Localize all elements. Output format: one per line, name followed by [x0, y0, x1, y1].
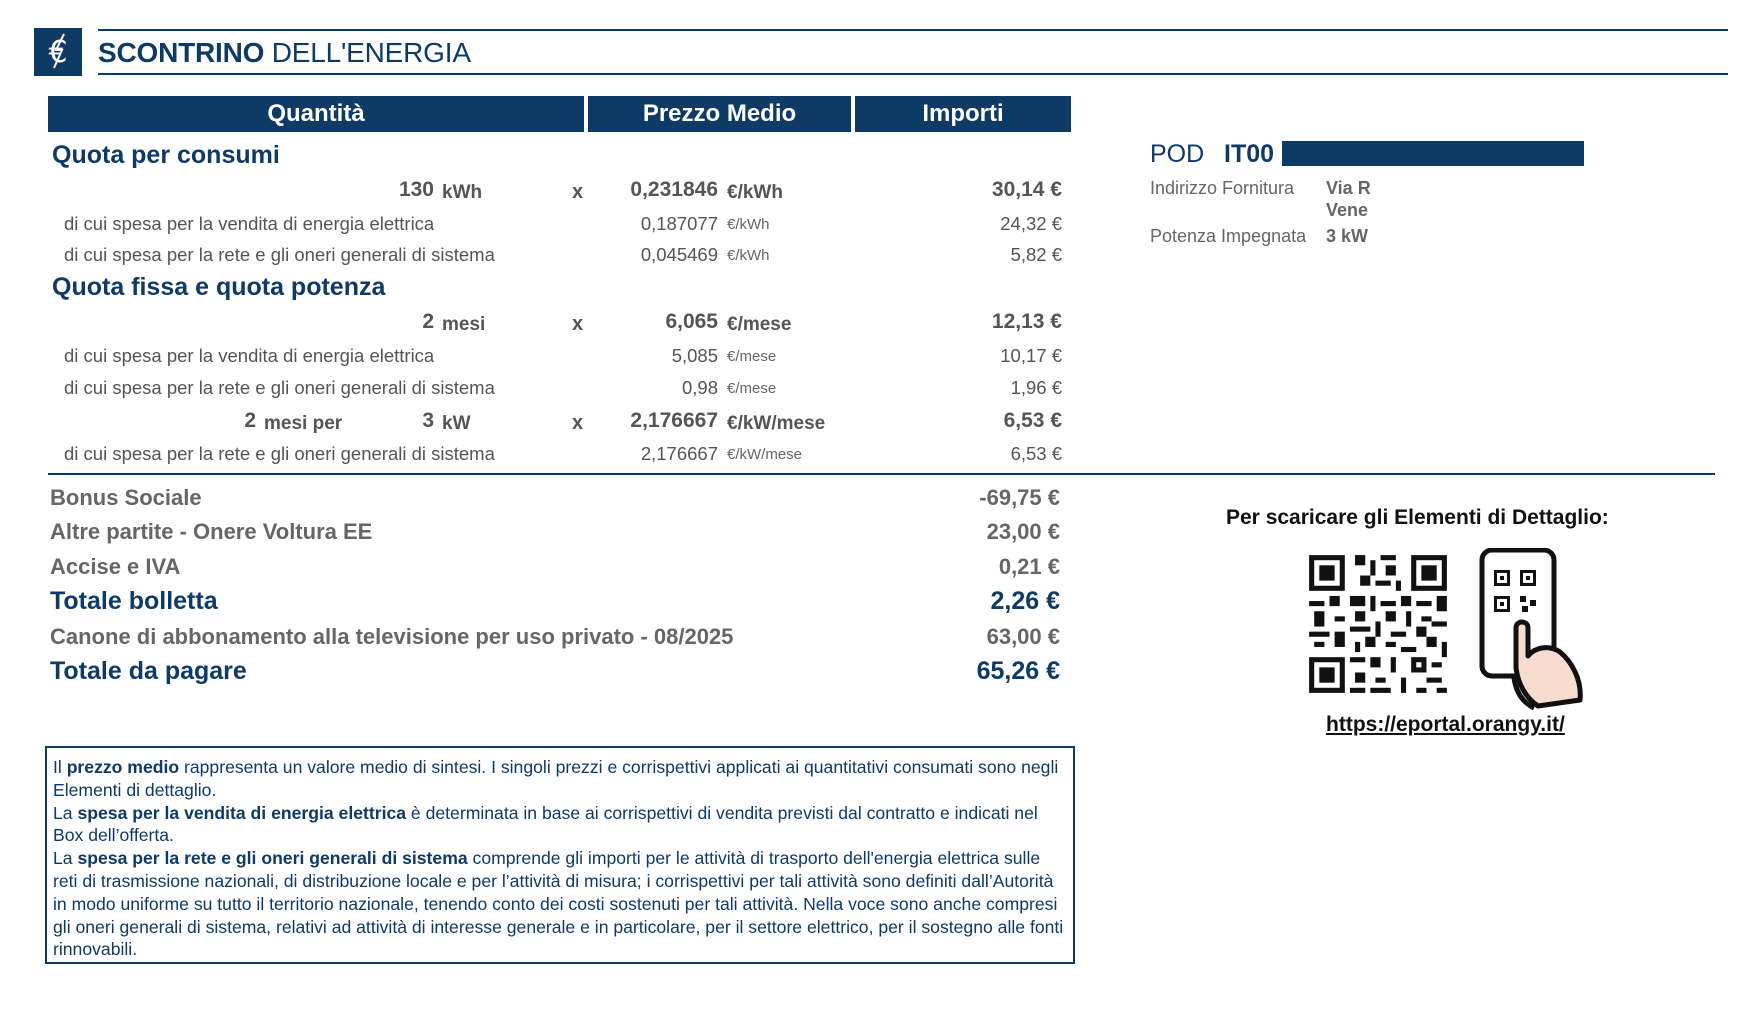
bonus-amount: -69,75 €	[979, 485, 1060, 510]
euro-bolt-icon	[34, 28, 82, 76]
fissa-sub1-unit: €/mese	[727, 348, 777, 365]
fissa-sub2-amount: 1,96 €	[1010, 377, 1062, 398]
indirizzo-line1: Via R	[1326, 178, 1371, 198]
potenza-price: 2,176667	[630, 409, 718, 432]
fissa-price-unit: €/mese	[727, 314, 792, 335]
consumi-sub2-label: di cui spesa per la rete e gli oneri generali di sistema	[64, 244, 495, 265]
qr-code-icon[interactable]	[1304, 550, 1452, 698]
indirizzo-line2: Vene	[1326, 200, 1369, 220]
download-title: Per scaricare gli Elementi di Dettaglio:	[1226, 506, 1609, 529]
totale-bolletta-amount: 2,26 €	[990, 587, 1060, 615]
totale-pagare-label: Totale da pagare	[50, 657, 247, 685]
potenza-price-unit: €/kW/mese	[727, 413, 826, 434]
potenza-amount: 6,53 €	[1003, 409, 1062, 432]
altre-label: Altre partite - Onere Voltura EE	[50, 519, 373, 544]
fissa-amount: 12,13 €	[991, 310, 1062, 333]
consumi-qty: 130	[398, 178, 434, 201]
consumi-sub2-price: 0,045469	[640, 244, 718, 265]
title-rule-bottom	[98, 73, 1728, 75]
fissa-sub1-price: 5,085	[671, 345, 718, 366]
canone-label: Canone di abbonamento alla televisione per uso privato - 08/2025	[50, 624, 734, 649]
potenza-qty-kw: 3	[422, 409, 434, 432]
consumi-price: 0,231846	[630, 178, 718, 201]
section-title-fissa: Quota fissa e quota potenza	[52, 273, 386, 301]
title-rule-top	[98, 29, 1728, 31]
potenza-sub-label: di cui spesa per la rete e gli oneri generali di sistema	[64, 443, 495, 464]
consumi-qty-unit: kWh	[442, 182, 483, 203]
consumi-times: x	[572, 181, 584, 203]
fissa-sub2-label: di cui spesa per la rete e gli oneri generali di sistema	[64, 377, 495, 398]
accise-amount: 0,21 €	[998, 554, 1060, 579]
fissa-price: 6,065	[665, 310, 718, 333]
bonus-label: Bonus Sociale	[50, 485, 202, 510]
fissa-sub2-unit: €/mese	[727, 380, 777, 397]
consumi-sub1-price: 0,187077	[640, 213, 718, 234]
col-header-prezzo: Prezzo Medio	[588, 96, 851, 132]
info-paragraph-vendita: La spesa per la vendita di energia elettrica è determinata in base ai corrispettivi di vendita previsti dal contratto e indicati nel Box dell’offerta.	[53, 802, 1038, 846]
page-title: SCONTRINO DELL'ENERGIA	[98, 37, 471, 68]
potenza-sub-unit: €/kW/mese	[727, 446, 803, 463]
fissa-sub1-amount: 10,17 €	[1000, 345, 1062, 366]
consumi-price-unit: €/kWh	[727, 182, 783, 203]
info-paragraph-prezzo-medio: Il prezzo medio rappresenta un valore medio di sintesi. I singoli prezzi e corrispettivi applicati ai quantitativi consumati sono negli Elementi di dettaglio.	[53, 757, 1059, 800]
canone-amount: 63,00 €	[986, 624, 1060, 649]
fissa-times: x	[572, 313, 584, 335]
potenza-impegnata-value: 3 kW	[1326, 226, 1369, 246]
col-header-importi: Importi	[855, 96, 1071, 132]
info-paragraph-rete: La spesa per la rete e gli oneri generali di sistema comprende gli importi per le attività di trasporto dell'energia elettrica sulle reti di trasmissione nazionali, di distribuzione locale e per l’attività di misura; i corrispettivi per tali attività sono definiti dall’Autorità in modo uniforme su tutto il territorio nazionale, tenendo conto dei costi sostenuti per tali attività. Nella voce sono anche compresi gli oneri generali di sistema, relativi ad attività di interesse generale e in particolare, per il settore elettrico, per il sostegno alle fonti rinnovabili.	[53, 848, 1064, 960]
consumi-sub1-label: di cui spesa per la vendita di energia elettrica	[64, 213, 435, 234]
consumi-amount: 30,14 €	[991, 178, 1062, 201]
totale-bolletta-label: Totale bolletta	[50, 587, 218, 615]
totale-pagare-amount: 65,26 €	[976, 657, 1060, 685]
eportal-link[interactable]: https://eportal.orangy.it/	[1326, 713, 1565, 736]
fissa-sub1-label: di cui spesa per la vendita di energia elettrica	[64, 345, 435, 366]
col-header-quantita: Quantità	[48, 96, 584, 132]
pod-value: IT00	[1224, 140, 1275, 168]
section-divider	[48, 473, 1715, 475]
potenza-sub-price: 2,176667	[640, 443, 718, 464]
svg-text:€: €	[48, 35, 68, 70]
pod-label: POD	[1150, 140, 1205, 168]
indirizzo-label: Indirizzo Fornitura	[1150, 178, 1295, 198]
consumi-sub2-amount: 5,82 €	[1010, 244, 1062, 265]
section-title-consumi: Quota per consumi	[52, 141, 280, 169]
potenza-sub-amount: 6,53 €	[1010, 443, 1062, 464]
altre-amount: 23,00 €	[986, 519, 1060, 544]
consumi-sub1-unit: €/kWh	[727, 216, 770, 233]
info-box	[45, 746, 1075, 964]
potenza-qty-mesi: 2	[244, 409, 256, 432]
fissa-sub2-price: 0,98	[681, 377, 718, 398]
phone-scan-icon	[1478, 548, 1588, 710]
potenza-times: x	[572, 412, 584, 434]
potenza-kw-unit: kW	[442, 413, 471, 434]
potenza-impegnata-label: Potenza Impegnata	[1150, 226, 1307, 246]
pod-redaction	[1282, 141, 1584, 166]
potenza-mesi-per: mesi per	[264, 413, 343, 434]
accise-label: Accise e IVA	[50, 554, 181, 579]
consumi-sub1-amount: 24,32 €	[1000, 213, 1062, 234]
consumi-sub2-unit: €/kWh	[727, 247, 770, 264]
fissa-qty-unit: mesi	[442, 314, 486, 335]
fissa-qty: 2	[422, 310, 434, 333]
